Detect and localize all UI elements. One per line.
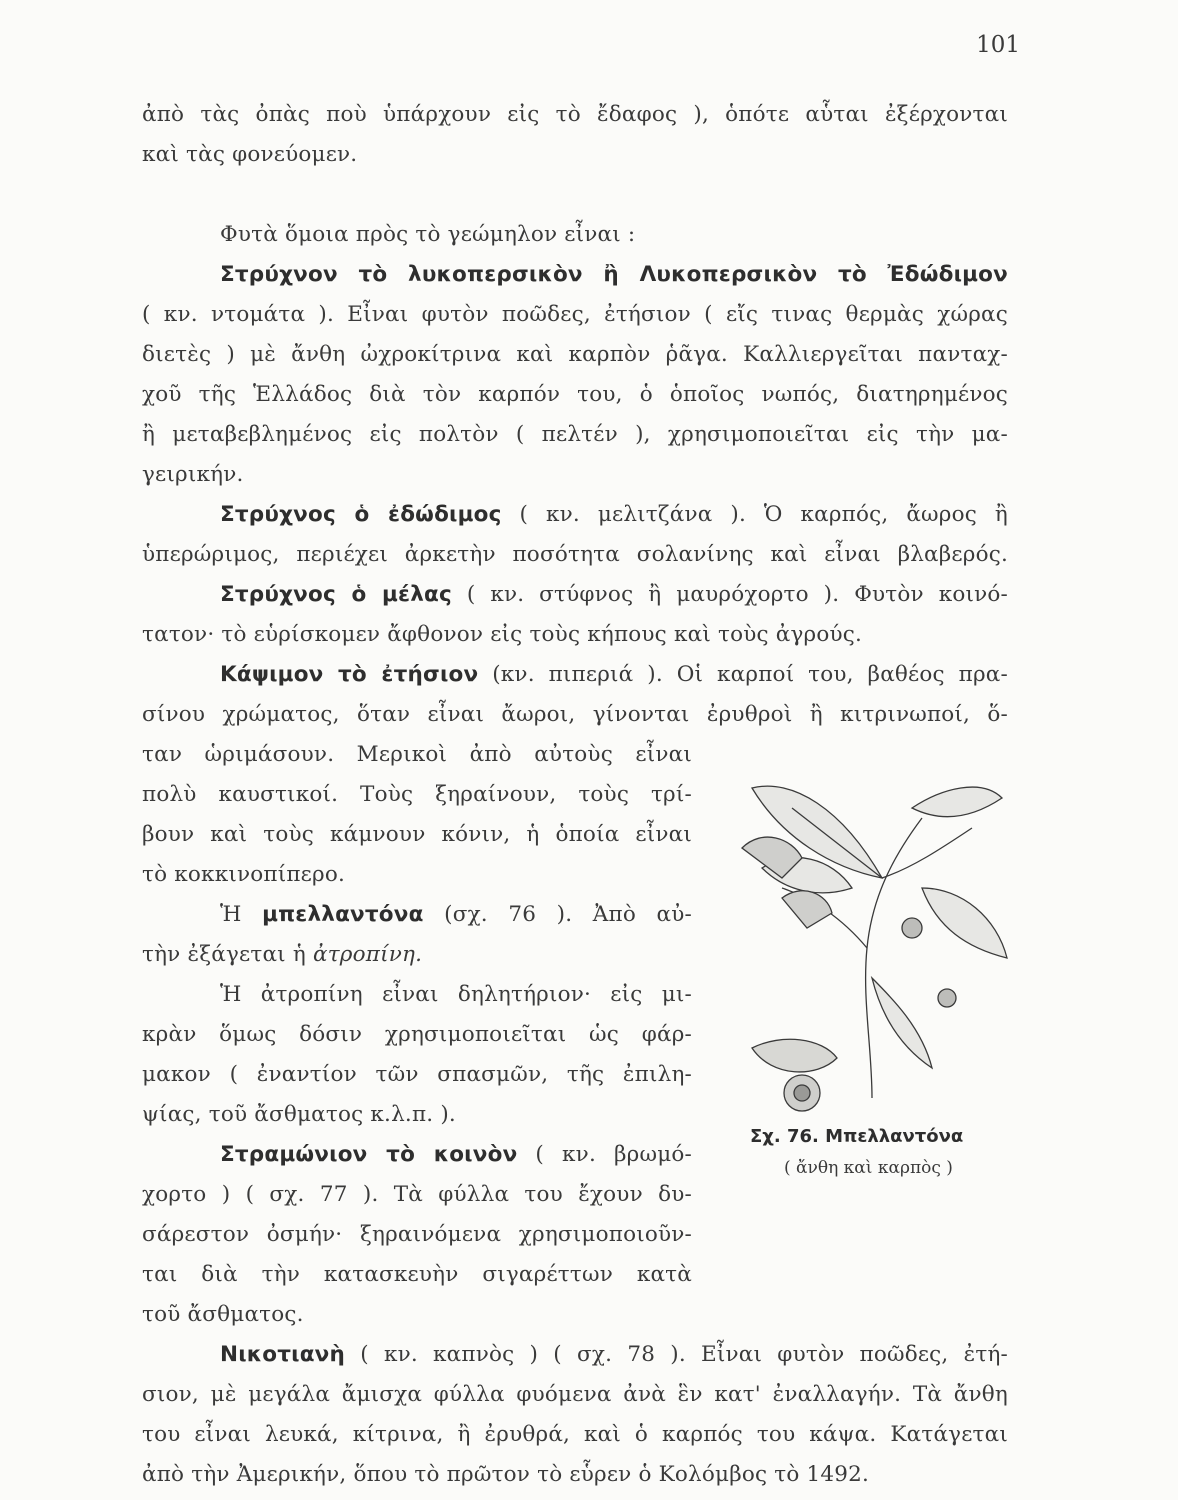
term-eggplant: Στρύχνος ὁ ἐδώδιμος	[220, 502, 502, 527]
text-line: ἢ μεταβεβλημένος εἰς πολτὸν ( πελτέν ), χρησιμοποιεῖται εἰς τὴν μα-	[142, 422, 1008, 447]
term-pepper: Κάψιμον τὸ ἐτήσιον	[220, 662, 479, 687]
belladonna-illustration	[722, 748, 1012, 1126]
term-atropine: ἀτροπίνη.	[312, 942, 423, 967]
text-line: ται διὰ τὴν κατασκευὴν σιγαρέττων κατὰ	[142, 1262, 692, 1287]
text-line: ὑπερώριμος, περιέχει ἀρκετὴν ποσότητα σολανίνης καὶ εἶναι βλαβερός.	[142, 542, 1008, 567]
term-belladonna: μπελλαντόνα	[262, 902, 424, 927]
text-line: σίνου χρώματος, ὅταν εἶναι ἄωροι, γίνονται ἐρυθροὶ ἢ κιτρινωποί, ὅ-	[142, 702, 1008, 727]
text-span: ( κν. στύφνος ἢ μαυρόχορτο ). Φυτὸν κοινό-	[451, 582, 1008, 607]
text-line: διετὲς ) μὲ ἄνθη ὠχροκίτρινα καὶ καρπὸν ῥᾶγα. Καλλιεργεῖται πανταχ-	[142, 342, 1008, 367]
text-span: (σχ. 76 ). Ἀπὸ αὐ-	[423, 902, 692, 927]
text-line: τατον· τὸ εὑρίσκομεν ἄφθονον εἰς τοὺς κήπους καὶ τοὺς ἀγρούς.	[142, 622, 863, 647]
flower	[782, 891, 832, 928]
text-span: ( κν. μελιτζάνα ). Ὁ καρπός, ἄωρος ἢ	[501, 502, 1009, 527]
text-line: βουν καὶ τοὺς κάμνουν κόνιν, ἡ ὁποία εἶναι	[142, 822, 692, 847]
text-line: πολὺ καυστικοί. Τοὺς ξηραίνουν, τοὺς τρί-	[142, 782, 692, 807]
text-line	[142, 582, 1008, 608]
leaf	[912, 787, 1002, 817]
flower	[938, 989, 956, 1007]
text-line: τοῦ ἄσθματος.	[142, 1302, 304, 1327]
text-line: καὶ τὰς φονεύομεν.	[142, 142, 358, 167]
text-line: χοῦ τῆς Ἑλλάδος διὰ τὸν καρπόν του, ὁ ὁποῖος νωπός, διατηρημένος	[142, 382, 1008, 407]
text-line	[142, 902, 692, 928]
text-line: ( κν. ντομάτα ). Εἶναι φυτὸν ποῶδες, ἐτήσιον ( εἴς τινας θερμὰς χώρας	[142, 302, 1008, 327]
text-span: ( κν. βρωμό-	[517, 1142, 692, 1167]
text-span: Ἡ	[220, 902, 263, 927]
text-span: τὴν ἐξάγεται ἡ	[142, 942, 313, 967]
text-line	[142, 942, 422, 968]
text-line: ἀπὸ τὴν Ἀμερικήν, ὅπου τὸ πρῶτον τὸ εὗρεν ὁ Κολόμβος τὸ 1492.	[142, 1462, 870, 1487]
page-number: 101	[976, 32, 1020, 58]
leaf	[922, 888, 1007, 958]
text-line	[142, 1142, 692, 1168]
text-line: τὸ κοκκινοπίπερο.	[142, 862, 346, 887]
text-span: (κν. πιπεριά ). Οἱ καρποί του, βαθέος πρα-	[478, 662, 1008, 687]
fruit	[752, 1039, 837, 1072]
text-line: ταν ὡριμάσουν. Μερικοὶ ἀπὸ αὐτοὺς εἶναι	[142, 742, 692, 767]
text-line	[142, 502, 1008, 528]
text-line: του εἶναι λευκά, κίτρινα, ἢ ἐρυθρά, καὶ ὁ καρπός του κάψα. Κατάγεται	[142, 1422, 1008, 1447]
text-span: ( κν. καπνὸς ) ( σχ. 78 ). Εἶναι φυτὸν ποῶδες, ἐτή-	[345, 1342, 1008, 1367]
text-line: Φυτὰ ὅμοια πρὸς τὸ γεώμηλον εἶναι :	[220, 222, 636, 247]
text-line: γειρικήν.	[142, 462, 244, 487]
belladonna-drawing	[722, 748, 1012, 1126]
text-line: Ἡ ἀτροπίνη εἶναι δηλητήριον· εἰς μι-	[220, 982, 692, 1007]
text-line: σάρεστον ὀσμήν· ξηραινόμενα χρησιμοποιοῦν-	[142, 1222, 692, 1247]
leaf	[872, 978, 932, 1068]
text-line: ἀπὸ τὰς ὀπὰς ποὺ ὑπάρχουν εἰς τὸ ἔδαφος ), ὁπότε αὗται ἐξέρχονται	[142, 102, 1008, 127]
term-tobacco: Νικοτιανὴ	[220, 1342, 346, 1367]
text-line: κρὰν ὅμως δόσιν χρησιμοποιεῖται ὡς φάρ-	[142, 1022, 692, 1047]
term-datura: Στραμώνιον τὸ κοινὸν	[220, 1142, 518, 1167]
figure-caption-title: Σχ. 76. Μπελλαντόνα	[750, 1126, 964, 1147]
text-line: ψίας, τοῦ ἄσθματος κ.λ.π. ).	[142, 1102, 456, 1127]
term-black-nightshade: Στρύχνος ὁ μέλας	[220, 582, 452, 607]
figure-caption-subtitle: ( ἄνθη καὶ καρπὸς )	[784, 1158, 953, 1178]
text-line: σιον, μὲ μεγάλα ἄμισχα φύλλα φυόμενα ἀνὰ ἓν κατ' ἐναλλαγήν. Τὰ ἄνθη	[142, 1382, 1008, 1407]
text-line	[142, 662, 1008, 688]
stem	[866, 818, 922, 1098]
heading-line: Στρύχνον τὸ λυκοπερσικὸν ἢ Λυκοπερσικὸν τὸ Ἐδώδιμον	[220, 262, 1008, 287]
flower	[902, 918, 922, 938]
text-line	[142, 1342, 1008, 1368]
text-line: χορτο ) ( σχ. 77 ). Τὰ φύλλα του ἔχουν δυ-	[142, 1182, 692, 1207]
text-line: μακον ( ἐναντίον τῶν σπασμῶν, τῆς ἐπιλη-	[142, 1062, 692, 1087]
